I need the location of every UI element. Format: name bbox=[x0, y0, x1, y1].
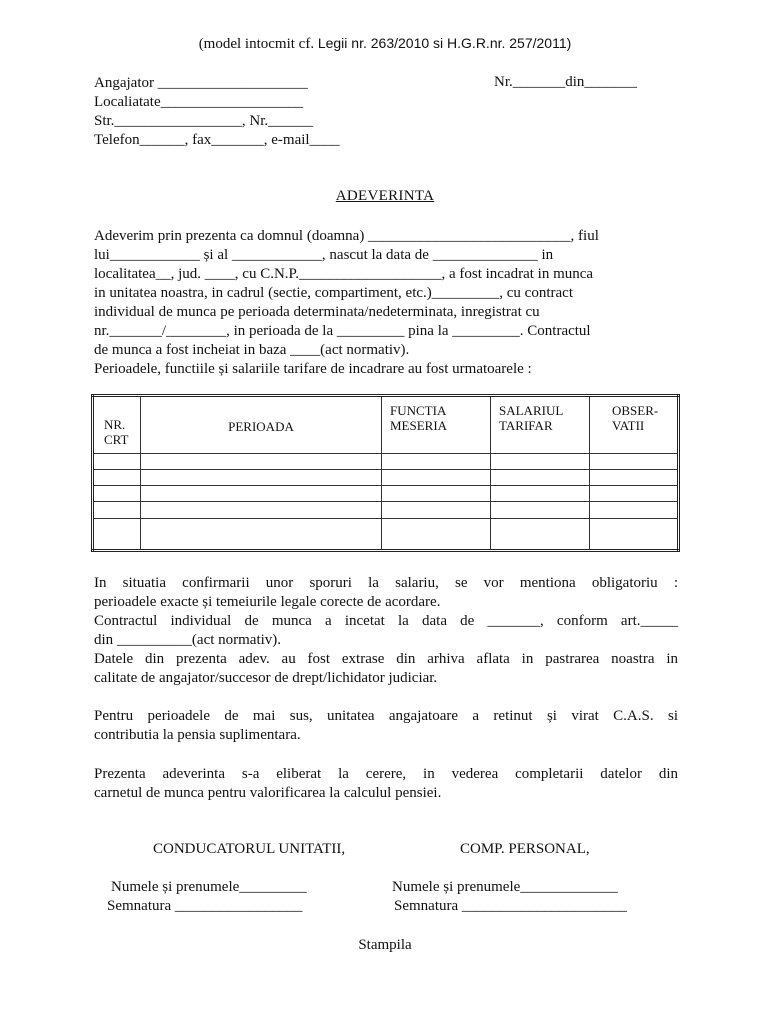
note-law: Legii nr. 263/2010 si H.G.R.nr. 257/2011) bbox=[317, 35, 572, 51]
locality-field: Localiatate___________________ bbox=[94, 94, 304, 110]
paragraph-data-source bbox=[94, 650, 678, 688]
text-line: Datele din prezenta adev. au fost extrase din arhiva aflata in pastrarea noastra in bbox=[94, 651, 678, 667]
header-nr-crt: NR. CRT bbox=[93, 396, 141, 454]
text-line: individual de munca pe perioada determinata/nedeterminata, inregistrat cu bbox=[94, 304, 540, 320]
table-row bbox=[93, 518, 679, 550]
text-line: in unitatea noastra, in cadrul (sectie, compartiment, etc.)_________, cu contract bbox=[94, 285, 573, 301]
signature-right-title: COMP. PERSONAL, bbox=[460, 841, 590, 857]
text-line: Perioadele, functiile și salariile tarifare de incadrare au fost urmatoarele : bbox=[94, 361, 532, 377]
document-number-field: Nr._______din_______ bbox=[494, 74, 637, 90]
paragraph-cas bbox=[94, 707, 678, 745]
document-title: ADEVERINTA bbox=[335, 188, 435, 204]
employment-periods-table bbox=[91, 394, 680, 552]
text-line: Pentru perioadele de mai sus, unitatea angajatoare a retinut și virat C.A.S. si bbox=[94, 708, 678, 724]
signature-left-sign: Semnatura _________________ bbox=[107, 898, 303, 914]
street-field: Str._________________, Nr.______ bbox=[94, 113, 314, 129]
phone-field: Telefon______, fax_______, e-mail____ bbox=[94, 132, 340, 148]
text-line: calitate de angajator/succesor de drept/lichidator judiciar. bbox=[94, 670, 438, 686]
text-line: nr._______/________, in perioada de la _________ pina la _________. Contractul bbox=[94, 323, 591, 339]
text-line: perioadele exacte și temeiurile legale corecte de acordare. bbox=[94, 594, 441, 610]
text-line: de munca a fost incheiat in baza ____(act normativ). bbox=[94, 342, 410, 358]
paragraph-intro bbox=[94, 227, 678, 379]
table-row bbox=[93, 454, 679, 470]
text-line: carnetul de munca pentru valorificarea la calculul pensiei. bbox=[94, 785, 442, 801]
header-salariul: SALARIUL TARIFAR bbox=[491, 396, 590, 454]
text-line: Adeverim prin prezenta ca domnul (doamna) ___________________________, fiul bbox=[94, 228, 599, 244]
signature-left-name: Numele și prenumele_________ bbox=[111, 879, 307, 895]
note-prefix: (model intocmit cf. bbox=[198, 36, 318, 52]
paragraph-contract-end bbox=[94, 612, 678, 650]
signature-left-title: CONDUCATORUL UNITATII, bbox=[153, 841, 346, 857]
header-functia: FUNCTIA MESERIA bbox=[382, 396, 491, 454]
text-line: contributia la pensia suplimentara. bbox=[94, 727, 301, 743]
header-perioada: PERIOADA bbox=[141, 396, 382, 454]
text-line: lui____________ și al ____________, nascut la data de ______________ in bbox=[94, 247, 554, 263]
legal-reference-note bbox=[0, 35, 770, 53]
paragraph-issued bbox=[94, 765, 678, 803]
text-line: Prezenta adeverinta s-a eliberat la cerere, in vederea completarii datelor din bbox=[94, 766, 678, 782]
text-line: Contractul individual de munca a incetat la data de _______, conform art._____ bbox=[94, 613, 678, 629]
table-row bbox=[93, 486, 679, 502]
signature-right-sign: Semnatura ______________________ bbox=[394, 898, 627, 914]
table-row bbox=[93, 502, 679, 518]
table-header-row bbox=[93, 396, 679, 454]
text-line: din __________(act normativ). bbox=[94, 632, 282, 648]
table-row bbox=[93, 470, 679, 486]
text-line: In situatia confirmarii unor sporuri la salariu, se vor mentiona obligatoriu : bbox=[94, 575, 678, 591]
paragraph-bonuses bbox=[94, 574, 678, 612]
stamp-label: Stampila bbox=[358, 937, 412, 953]
employer-field: Angajator ____________________ bbox=[94, 75, 308, 91]
text-line: localitatea__, jud. ____, cu C.N.P.___________________, a fost incadrat in munca bbox=[94, 266, 594, 282]
signature-right-name: Numele și prenumele_____________ bbox=[392, 879, 618, 895]
header-observatii: OBSER-VATII bbox=[590, 396, 679, 454]
